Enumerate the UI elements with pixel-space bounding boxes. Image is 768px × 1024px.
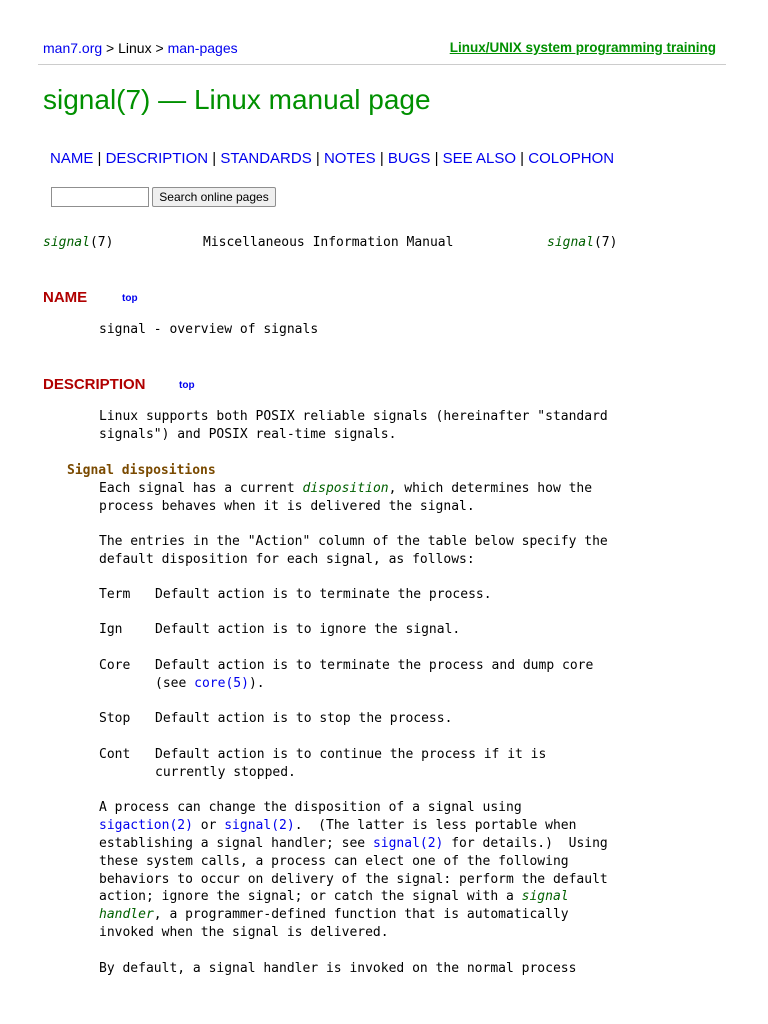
nav-link-colophon[interactable]: COLOPHON xyxy=(528,150,615,167)
action-description: Default action is to continue the process if it is xyxy=(155,747,547,762)
action-description: Default action is to ignore the signal. xyxy=(155,622,461,637)
action-description: Default action is to terminate the process and dump core xyxy=(155,658,594,673)
man-header-center: Miscellaneous Information Manual xyxy=(203,235,454,250)
nav-link-standards[interactable]: STANDARDS xyxy=(220,150,312,167)
breadcrumb xyxy=(43,40,238,56)
default-handler-line: By default, a signal handler is invoked on the normal process xyxy=(99,961,577,976)
action-description: Default action is to stop the process. xyxy=(155,711,453,726)
breadcrumb-site-link[interactable]: man7.org xyxy=(43,40,103,56)
nav-separator: | xyxy=(516,150,529,167)
man-header-left xyxy=(43,234,113,252)
core-5-link[interactable]: core(5) xyxy=(194,676,249,691)
change-text: or xyxy=(192,818,225,833)
man-header-right-section: (7) xyxy=(593,235,618,250)
training-link[interactable]: Linux/UNIX system programming training xyxy=(449,40,716,55)
action-name: Core xyxy=(99,658,131,673)
description-intro-line: Linux supports both POSIX reliable signals (hereinafter "standard xyxy=(99,409,608,424)
man-header-left-name: signal xyxy=(43,235,90,250)
entries-line: default disposition for each signal, as follows: xyxy=(99,552,475,567)
action-description-continued: currently stopped. xyxy=(155,765,296,780)
subsection-heading-signal-dispositions: Signal dispositions xyxy=(67,463,216,478)
man-header-left-section: (7) xyxy=(89,235,114,250)
action-description: Default action is to terminate the process. xyxy=(155,587,492,602)
signal-handler-term: handler xyxy=(99,907,154,922)
action-name: Ign xyxy=(99,622,123,637)
dispositions-text: , which determines how the xyxy=(388,481,593,496)
nav-separator: | xyxy=(311,150,324,167)
header-divider xyxy=(38,64,726,65)
change-line: A process can change the disposition of a signal using xyxy=(99,800,522,815)
change-line xyxy=(99,835,608,853)
man-header-right-name: signal xyxy=(547,235,594,250)
top-link[interactable]: top xyxy=(122,293,138,304)
nav-link-notes[interactable]: NOTES xyxy=(323,150,376,167)
section-nav xyxy=(50,150,614,167)
nav-link-bugs[interactable]: BUGS xyxy=(387,150,431,167)
change-text: . (The latter is less portable when xyxy=(294,818,577,833)
signal-2-link[interactable]: signal(2) xyxy=(372,836,444,851)
change-line: behaviors to occur on delivery of the signal: perform the default xyxy=(99,872,608,887)
action-name: Cont xyxy=(99,747,131,762)
dispositions-text: Each signal has a current xyxy=(99,481,303,496)
man-header-right xyxy=(547,234,617,252)
action-text: ). xyxy=(248,676,265,691)
nav-separator: | xyxy=(93,150,106,167)
action-row-cont-continued xyxy=(99,764,296,800)
action-description-continued xyxy=(155,675,265,693)
disposition-term: disposition xyxy=(302,481,389,496)
nav-link-description[interactable]: DESCRIPTION xyxy=(105,150,209,167)
nav-separator: | xyxy=(208,150,221,167)
change-line xyxy=(99,817,576,835)
change-line xyxy=(99,888,569,906)
action-row-core-continued xyxy=(99,675,265,711)
search-input[interactable] xyxy=(51,187,149,207)
action-name: Stop xyxy=(99,711,131,726)
breadcrumb-linux: Linux xyxy=(118,40,152,56)
change-line: invoked when the signal is delivered. xyxy=(99,925,389,940)
name-text: signal - overview of signals xyxy=(99,322,319,337)
nav-separator: | xyxy=(430,150,443,167)
section-heading-description: DESCRIPTION xyxy=(43,376,146,393)
dispositions-line: process behaves when it is delivered the signal. xyxy=(99,499,475,514)
change-line xyxy=(99,906,569,924)
change-line: these system calls, a process can elect one of the following xyxy=(99,854,569,869)
signal-2-link[interactable]: signal(2) xyxy=(224,818,295,833)
section-heading-name: NAME xyxy=(43,289,88,306)
nav-link-name[interactable]: NAME xyxy=(50,150,94,167)
change-text: establishing a signal handler; see xyxy=(99,836,373,851)
breadcrumb-separator: > xyxy=(151,40,168,56)
change-text: , a programmer-defined function that is automatically xyxy=(153,907,569,922)
action-name: Term xyxy=(99,587,131,602)
action-text: (see xyxy=(155,676,195,691)
page-title: signal(7) — Linux manual page xyxy=(43,84,431,115)
change-text: action; ignore the signal; or catch the signal with a xyxy=(99,889,522,904)
signal-handler-term: signal xyxy=(521,889,569,904)
top-bar xyxy=(43,40,725,58)
sigaction-2-link[interactable]: sigaction(2) xyxy=(99,818,193,833)
nav-separator: | xyxy=(375,150,388,167)
breadcrumb-separator: > xyxy=(102,40,119,56)
search-button[interactable]: Search online pages xyxy=(152,187,276,207)
breadcrumb-manpages-link[interactable]: man-pages xyxy=(167,40,238,56)
dispositions-line xyxy=(99,480,592,498)
entries-line: The entries in the "Action" column of the table below specify the xyxy=(99,534,608,549)
top-link[interactable]: top xyxy=(179,380,195,391)
change-text: for details.) Using xyxy=(443,836,608,851)
description-intro-line: signals") and POSIX real-time signals. xyxy=(99,427,397,442)
nav-link-see-also[interactable]: SEE ALSO xyxy=(442,150,517,167)
